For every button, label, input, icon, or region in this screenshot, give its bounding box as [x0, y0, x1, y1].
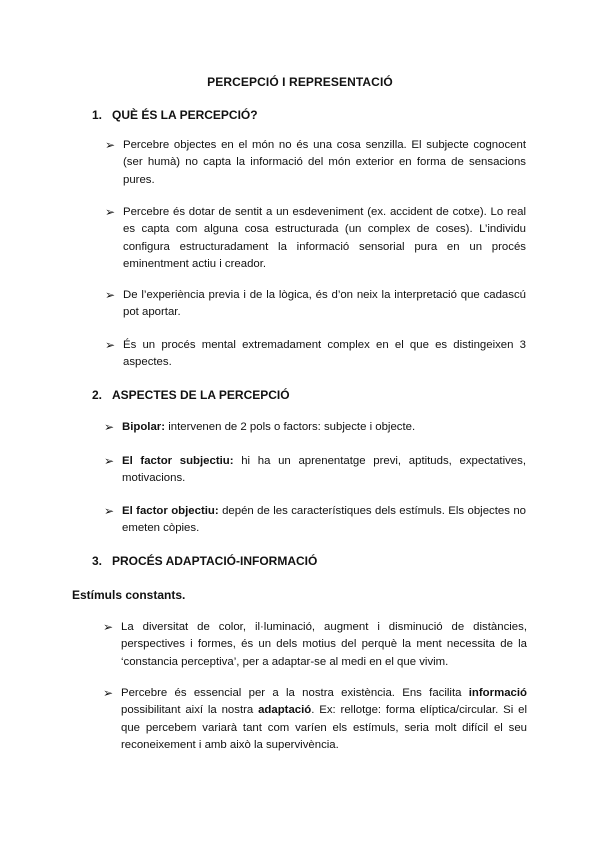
section-title: PROCÉS ADAPTACIÓ-INFORMACIÓ [112, 554, 318, 568]
bullet-text: intervenen de 2 pols o factors: subjecte i objecte. [165, 421, 416, 433]
section-2-heading [92, 388, 290, 402]
section-3-heading [92, 554, 317, 568]
bullet-term: El factor subjectiu: [122, 455, 234, 467]
bullet-text: És un procés mental extremadament complex en el que es distingeixen 3 aspectes. [123, 339, 526, 369]
section-1-heading [92, 108, 258, 122]
list-item [104, 503, 527, 538]
bullet-text: La diversitat de color, il·luminació, augment i disminució de distàncies, perspectives i formes, és un dels motius del perquè la ment necessita de la ‘constancia perceptiva’, per a adaptar-se al medi en el que vivim. [121, 621, 527, 668]
list-item [105, 287, 526, 322]
arrow-bullet-icon: ➢ [105, 205, 116, 219]
bullet-text: hi ha un aprenentatge previ, aptituds, expectatives, motivacions. [122, 455, 526, 485]
list-item [104, 453, 526, 488]
arrow-bullet-icon: ➢ [103, 686, 114, 700]
list-item [103, 619, 527, 671]
arrow-bullet-icon: ➢ [104, 420, 115, 434]
list-item [103, 685, 527, 755]
bullet-emphasis: informació [468, 687, 527, 699]
list-item [105, 337, 526, 372]
section-number: 1. [92, 108, 103, 122]
list-item [104, 419, 526, 436]
arrow-bullet-icon: ➢ [105, 338, 116, 352]
list-item [105, 137, 526, 189]
arrow-bullet-icon: ➢ [105, 138, 116, 152]
arrow-bullet-icon: ➢ [103, 620, 114, 634]
section-number: 2. [92, 388, 103, 402]
bullet-text: De l’experiència previa i de la lògica, és d’on neix la interpretació que cadascú pot aportar. [123, 289, 526, 319]
arrow-bullet-icon: ➢ [105, 288, 116, 302]
arrow-bullet-icon: ➢ [104, 454, 115, 468]
bullet-emphasis: adaptació [258, 704, 312, 717]
bullet-text: Percebre és dotar de sentit a un esdeveniment (ex. accident de cotxe). Lo real es capta com alguna cosa estructurada (un complex de coses). L’individu configura estructuradament la informació sensorial pura en un procés eminentment actiu i creador. [123, 206, 526, 271]
subheading: Estímuls constants. [72, 588, 186, 602]
bullet-term: Bipolar: [122, 421, 166, 433]
bullet-text: possibilitant així la nostra [121, 704, 259, 717]
section-title: QUÈ ÉS LA PERCEPCIÓ? [112, 108, 258, 122]
bullet-text: depén de les característiques dels estímuls. Els objectes no emeten còpies. [122, 505, 527, 535]
list-item [105, 204, 526, 274]
bullet-text: Percebre objectes en el món no és una cosa senzilla. El subjecte cognocent (ser humà) no capta la informació del món exterior en forma de sensacions pures. [123, 139, 526, 186]
bullet-text: Percebre és essencial per a la nostra existència. Ens facilita [121, 687, 469, 699]
bullet-text: . Ex: rellotge: forma elíptica/circular. Si el que percebem variarà tant com varíen els estímuls, seria molt difícil el seu reconeixement i amb això la supervivència. [121, 704, 527, 752]
section-number: 3. [92, 554, 103, 568]
bullet-term: El factor objectiu: [122, 505, 219, 517]
arrow-bullet-icon: ➢ [104, 504, 115, 518]
section-title: ASPECTES DE LA PERCEPCIÓ [112, 388, 290, 402]
page-title: PERCEPCIÓ I REPRESENTACIÓ [207, 75, 393, 89]
